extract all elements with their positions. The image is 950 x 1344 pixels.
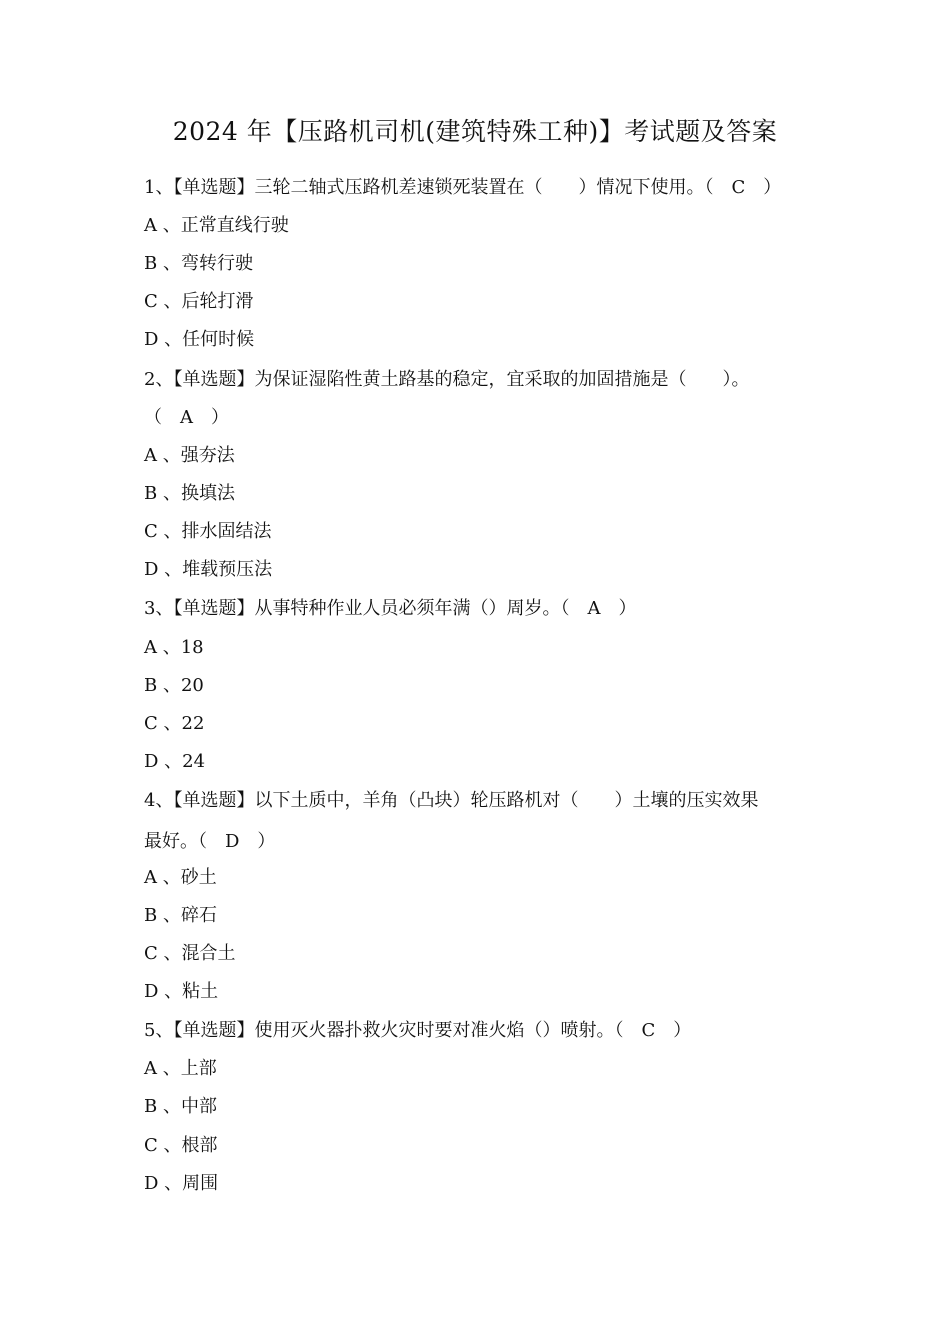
question-2-stem: 2、【单选题】为保证湿陷性黄土路基的稳定，宜采取的加固措施是（ ）。: [144, 369, 750, 390]
question-4-stem-continued: 最好。（ D ）: [144, 831, 276, 852]
question-4-option-d: D 、粘土: [144, 981, 219, 1002]
question-3-stem: 3、【单选题】从事特种作业人员必须年满（）周岁。（ A ）: [144, 598, 637, 619]
document-title: 2024 年【压路机司机(建筑特殊工种)】考试题及答案: [172, 117, 778, 146]
question-2-option-c: C 、排水固结法: [144, 521, 272, 542]
question-2-option-d: D 、堆载预压法: [144, 559, 273, 580]
question-1-option-a: A 、正常直线行驶: [144, 215, 289, 236]
question-1-option-c: C 、后轮打滑: [144, 291, 254, 312]
question-3-option-a: A 、18: [144, 637, 204, 658]
question-5-option-d: D 、周围: [144, 1173, 219, 1194]
question-1-option-b: B 、弯转行驶: [144, 253, 253, 274]
question-4-option-a: A 、砂土: [144, 867, 217, 888]
question-2-option-a: A 、强夯法: [144, 445, 235, 466]
question-4-stem: 4、【单选题】以下土质中，羊角（凸块）轮压路机对（ ）土壤的压实效果: [144, 790, 759, 811]
question-5-stem: 5、【单选题】使用灭火器扑救火灾时要对准火焰（）喷射。（ C ）: [144, 1020, 692, 1041]
question-2-option-b: B 、换填法: [144, 483, 235, 504]
question-3-option-d: D 、24: [144, 751, 206, 772]
question-3-option-c: C 、22: [144, 713, 205, 734]
question-5-option-b: B 、中部: [144, 1096, 217, 1117]
question-1-stem: 1、【单选题】三轮二轴式压路机差速锁死装置在（ ）情况下使用。（ C ）: [144, 177, 782, 198]
question-2-stem-continued: （ A ）: [144, 407, 229, 428]
question-4-option-b: B 、碎石: [144, 905, 217, 926]
question-4-option-c: C 、混合土: [144, 943, 236, 964]
question-3-option-b: B 、20: [144, 675, 204, 696]
question-5-option-a: A 、上部: [144, 1058, 217, 1079]
question-1-option-d: D 、任何时候: [144, 329, 255, 350]
question-5-option-c: C 、根部: [144, 1135, 218, 1156]
